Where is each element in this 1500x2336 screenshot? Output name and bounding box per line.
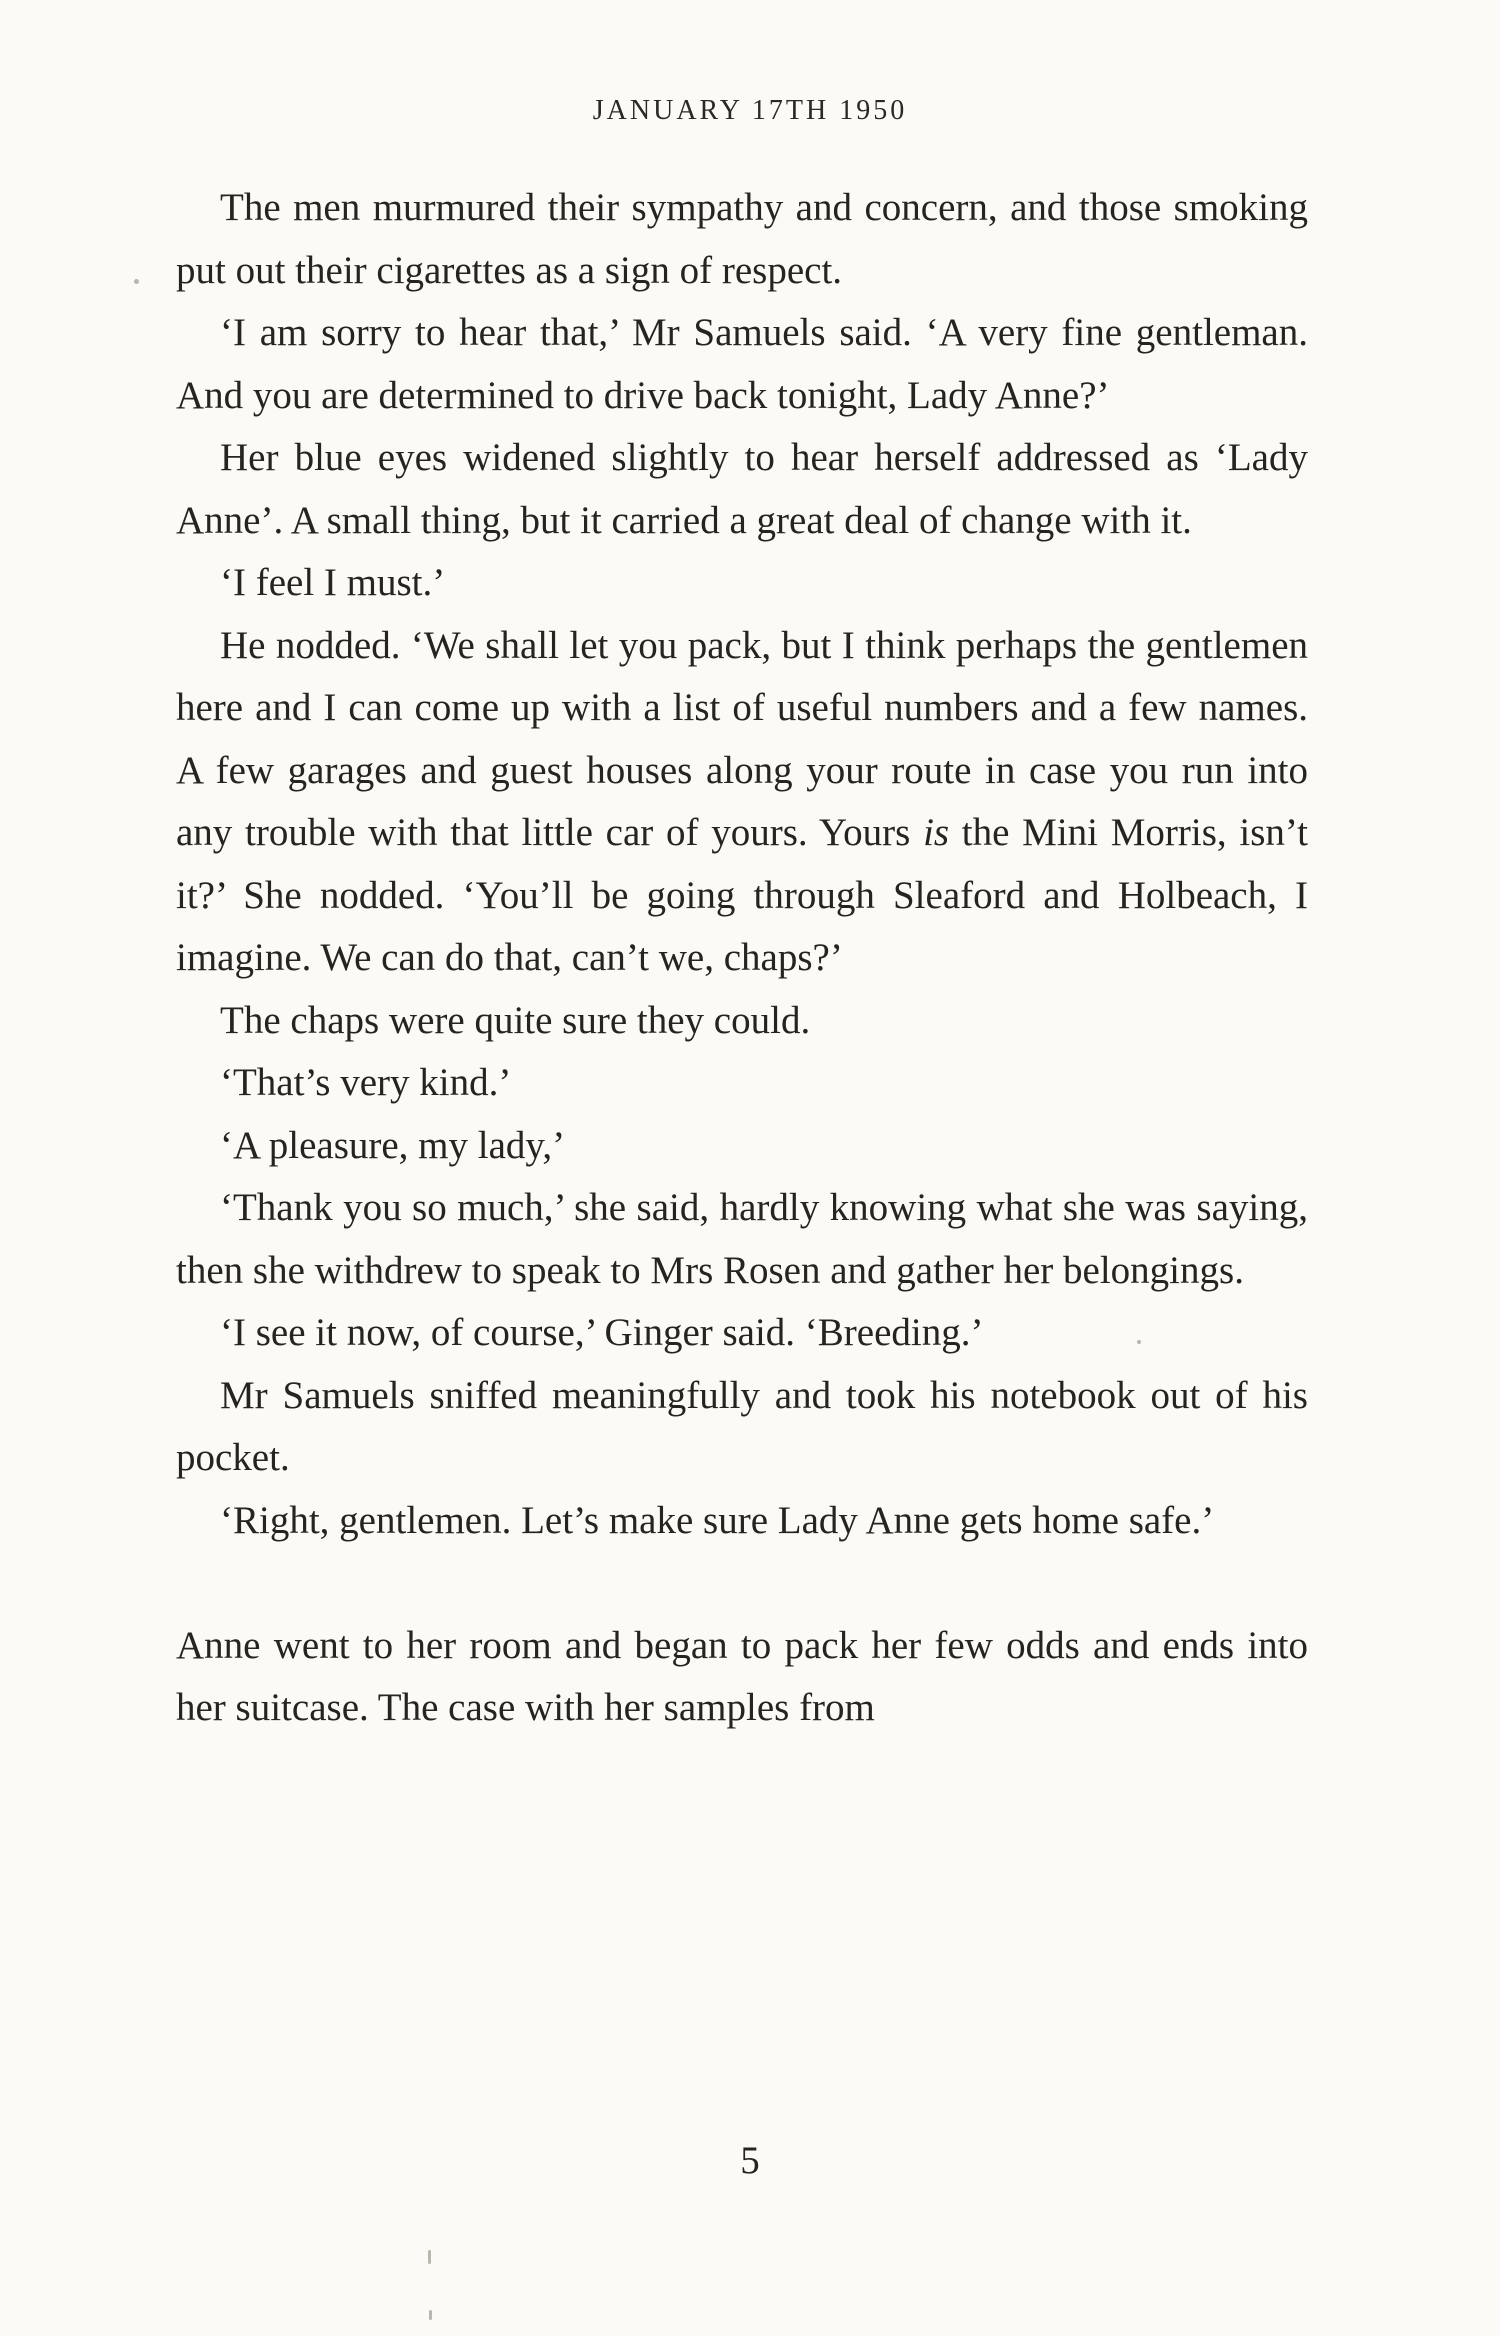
- paragraph-13-section-start: Anne went to her room and began to pack her few odds and ends into her suitcase. The case with her samples from: [176, 1623, 1308, 1729]
- page-number: 5: [740, 2139, 760, 2182]
- scan-speck: [134, 279, 139, 284]
- paragraph-2: ‘I am sorry to hear that,’ Mr Samuels said. ‘A very fine gentleman. And you are determined to drive back tonight, Lady Anne?’: [176, 311, 1308, 417]
- paragraph-8: ‘A pleasure, my lady,’: [220, 1123, 566, 1167]
- running-head: JANUARY 17TH 1950: [592, 95, 908, 126]
- paragraph-3: Her blue eyes widened slightly to hear herself addressed as ‘Lady Anne’. A small thing, but it carried a great deal of change with it.: [176, 436, 1308, 542]
- scan-speck: [428, 2250, 431, 2264]
- paragraph-7: ‘That’s very kind.’: [220, 1061, 512, 1104]
- paragraph-5-text-before: He nodded. ‘We shall let you pack, but I think perhaps the gentlemen here and I can come up with a list of useful numbers and a few names. A few garages and guest houses along your route in case you run into any trouble with that little car of yours. Yours: [176, 623, 1308, 854]
- paragraph-4: ‘I feel I must.’: [220, 561, 446, 604]
- paragraph-1: The men murmured their sympathy and concern, and those smoking put out their cigarettes as a sign of respect.: [176, 186, 1308, 292]
- paragraph-9: ‘Thank you so much,’ she said, hardly knowing what she was saying, then she withdrew to speak to Mrs Rosen and gather her belongings.: [176, 1186, 1308, 1292]
- paragraph-6: The chaps were quite sure they could.: [220, 998, 811, 1042]
- paragraph-10: ‘I see it now, of course,’ Ginger said. ‘Breeding.’: [220, 1311, 984, 1354]
- scan-speck: [429, 2310, 432, 2320]
- paragraph-5: [176, 615, 1308, 990]
- paragraph-5-text-after: the Mini Morris, isn’t it?’ She nodded. ‘You’ll be going through Sleaford and Holbeach, I imagine. We can do that, can’t we, chaps?’: [176, 811, 1308, 979]
- paragraph-12: ‘Right, gentlemen. Let’s make sure Lady Anne gets home safe.’: [220, 1498, 1215, 1542]
- paragraph-5-emphasis: is: [923, 811, 950, 854]
- paragraph-11: Mr Samuels sniffed meaningfully and took his notebook out of his pocket.: [176, 1373, 1308, 1479]
- body-text: [176, 177, 1308, 1740]
- scan-speck: [1137, 1340, 1141, 1344]
